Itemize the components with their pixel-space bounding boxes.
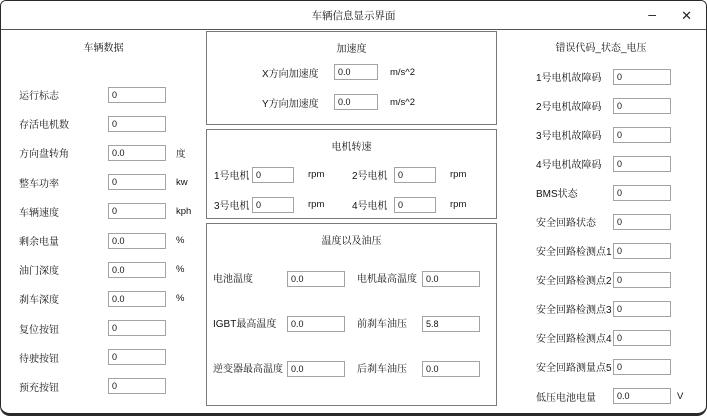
field-input[interactable] xyxy=(394,167,436,183)
field-input[interactable] xyxy=(108,145,166,161)
field-row xyxy=(536,207,704,236)
panel-vehicle-data-header: 车辆数据 xyxy=(83,43,124,54)
field-label: 电机最高温度 xyxy=(357,274,417,285)
field-input[interactable] xyxy=(108,378,166,394)
field-input[interactable] xyxy=(394,197,436,213)
panel-temp-oil-header: 温度以及油压 xyxy=(321,236,382,247)
minimize-icon[interactable]: – xyxy=(648,6,656,22)
field-row xyxy=(536,382,704,411)
field-label: 4号电机故障码 xyxy=(536,160,602,172)
field-input[interactable] xyxy=(252,167,294,183)
field-input[interactable] xyxy=(108,320,166,336)
field-input[interactable] xyxy=(422,316,480,332)
field-row xyxy=(19,226,206,255)
field-input[interactable] xyxy=(252,197,294,213)
field-row xyxy=(536,62,704,91)
field-label: 安全回路状态 xyxy=(536,218,596,230)
field-input[interactable] xyxy=(108,262,166,278)
field-input[interactable] xyxy=(287,271,345,287)
panel-motor-speed xyxy=(206,129,497,219)
field-row xyxy=(536,236,704,265)
field-label: 安全回路检测点4 xyxy=(536,334,612,346)
field-input[interactable] xyxy=(422,271,480,287)
field-input[interactable] xyxy=(334,94,378,110)
field-label: BMS状态 xyxy=(536,189,578,201)
field-label: 刹车深度 xyxy=(19,295,59,307)
field-input[interactable] xyxy=(613,330,671,346)
field-row xyxy=(19,168,206,197)
field-label: 1号电机故障码 xyxy=(536,73,602,85)
field-label: 安全回路检测点3 xyxy=(536,305,612,317)
field-input[interactable] xyxy=(108,233,166,249)
field-input[interactable] xyxy=(108,174,166,190)
field-input[interactable] xyxy=(108,291,166,307)
field-unit: % xyxy=(176,264,185,276)
field-unit: rpm xyxy=(308,198,325,210)
field-input[interactable] xyxy=(108,116,166,132)
field-row xyxy=(536,120,704,149)
field-input-cell xyxy=(252,165,304,183)
field-input[interactable] xyxy=(613,185,671,201)
error-code-fields xyxy=(498,62,704,411)
field-label: 安全回路测量点5 xyxy=(536,363,612,375)
field-input[interactable] xyxy=(613,69,671,85)
field-row xyxy=(19,343,206,372)
acceleration-fields xyxy=(207,57,496,117)
field-label: 3号电机故障码 xyxy=(536,131,602,143)
field-input[interactable] xyxy=(613,301,671,317)
field-label: IGBT最高温度 xyxy=(213,319,277,330)
field-input[interactable] xyxy=(613,272,671,288)
field-row xyxy=(19,197,206,226)
panel-error-codes-header: 错误代码_状态_电压 xyxy=(555,43,647,54)
field-row xyxy=(19,284,206,313)
field-label: 安全回路检测点1 xyxy=(536,247,612,259)
field-input[interactable] xyxy=(613,243,671,259)
panel-vehicle-data xyxy=(1,29,206,409)
field-row xyxy=(536,178,704,207)
field-label: X方向加速度 xyxy=(262,68,319,80)
field-label: 方向盘转角 xyxy=(19,149,69,161)
field-label: 2号电机故障码 xyxy=(536,102,602,114)
field-row xyxy=(262,87,496,117)
window-title: 车辆信息显示界面 xyxy=(311,10,396,22)
field-input-cell xyxy=(394,165,446,183)
field-input-cell xyxy=(252,195,304,213)
field-input[interactable] xyxy=(334,64,378,80)
field-row xyxy=(536,294,704,323)
field-input[interactable] xyxy=(108,87,166,103)
field-unit: V xyxy=(677,390,684,402)
field-label: 油门深度 xyxy=(19,266,59,278)
field-input[interactable] xyxy=(613,214,671,230)
field-row xyxy=(536,91,704,120)
field-row xyxy=(19,80,206,109)
field-unit: 度 xyxy=(176,148,186,160)
field-unit: kw xyxy=(176,176,188,188)
motor-speed-fields xyxy=(207,159,496,219)
field-input-cell xyxy=(394,195,446,213)
field-input-cell xyxy=(422,359,482,377)
field-input-cell xyxy=(422,269,482,287)
field-label: 2号电机 xyxy=(352,170,388,182)
field-label: 复位按钮 xyxy=(19,324,59,336)
field-label: 车辆速度 xyxy=(19,207,59,219)
field-input[interactable] xyxy=(613,388,671,404)
field-label: 待驶按钮 xyxy=(19,353,59,365)
field-label: 3号电机 xyxy=(214,200,250,212)
temp-oil-fields xyxy=(207,255,496,390)
field-unit: % xyxy=(176,235,185,247)
field-input[interactable] xyxy=(108,203,166,219)
field-row xyxy=(19,314,206,343)
field-input-cell xyxy=(422,314,482,332)
field-label: 整车功率 xyxy=(19,178,59,190)
field-label: 前刹车油压 xyxy=(357,319,407,330)
field-input[interactable] xyxy=(287,361,345,377)
field-label: 逆变器最高温度 xyxy=(213,364,283,375)
field-input-cell xyxy=(287,269,357,287)
field-unit: rpm xyxy=(450,198,467,210)
field-unit: rpm xyxy=(308,168,325,180)
field-input[interactable] xyxy=(108,349,166,365)
field-label: 低压电池电量 xyxy=(536,392,596,404)
field-unit: m/s^2 xyxy=(390,66,416,78)
field-input[interactable] xyxy=(422,361,480,377)
field-input[interactable] xyxy=(613,156,671,172)
field-row xyxy=(19,109,206,138)
field-row xyxy=(19,372,206,401)
field-row xyxy=(19,138,206,167)
field-input[interactable] xyxy=(287,316,345,332)
field-unit: m/s^2 xyxy=(390,96,416,108)
field-unit: kph xyxy=(176,205,192,217)
close-icon[interactable]: ✕ xyxy=(681,8,692,23)
field-row xyxy=(536,352,704,381)
field-unit: % xyxy=(176,293,185,305)
field-label: 剩余电量 xyxy=(19,237,59,249)
vehicle-data-fields xyxy=(1,80,206,401)
field-label: 存活电机数 xyxy=(19,120,69,132)
field-input[interactable] xyxy=(613,98,671,114)
field-input-cell xyxy=(287,314,357,332)
field-input[interactable] xyxy=(613,359,671,375)
field-label: 4号电机 xyxy=(352,200,388,212)
field-row xyxy=(262,57,496,87)
field-row xyxy=(536,149,704,178)
field-row xyxy=(19,255,206,284)
panel-acceleration-header: 加速度 xyxy=(336,44,367,55)
field-label: 安全回路检测点2 xyxy=(536,276,612,288)
field-label: 预充按钮 xyxy=(19,382,59,394)
panel-acceleration xyxy=(206,31,497,125)
field-label: 1号电机 xyxy=(214,170,250,182)
field-input[interactable] xyxy=(613,127,671,143)
field-label: 电池温度 xyxy=(213,274,253,285)
field-label: 后刹车油压 xyxy=(357,364,407,375)
field-row xyxy=(536,323,704,352)
title-bar xyxy=(1,1,706,30)
panel-motor-speed-header: 电机转速 xyxy=(331,142,372,153)
field-row xyxy=(536,265,704,294)
field-unit: rpm xyxy=(450,168,467,180)
panel-error-codes xyxy=(498,29,704,409)
field-input-cell xyxy=(287,359,357,377)
field-label: Y方向加速度 xyxy=(262,98,319,110)
field-label: 运行标志 xyxy=(19,91,59,103)
panel-temp-oil xyxy=(206,223,497,406)
